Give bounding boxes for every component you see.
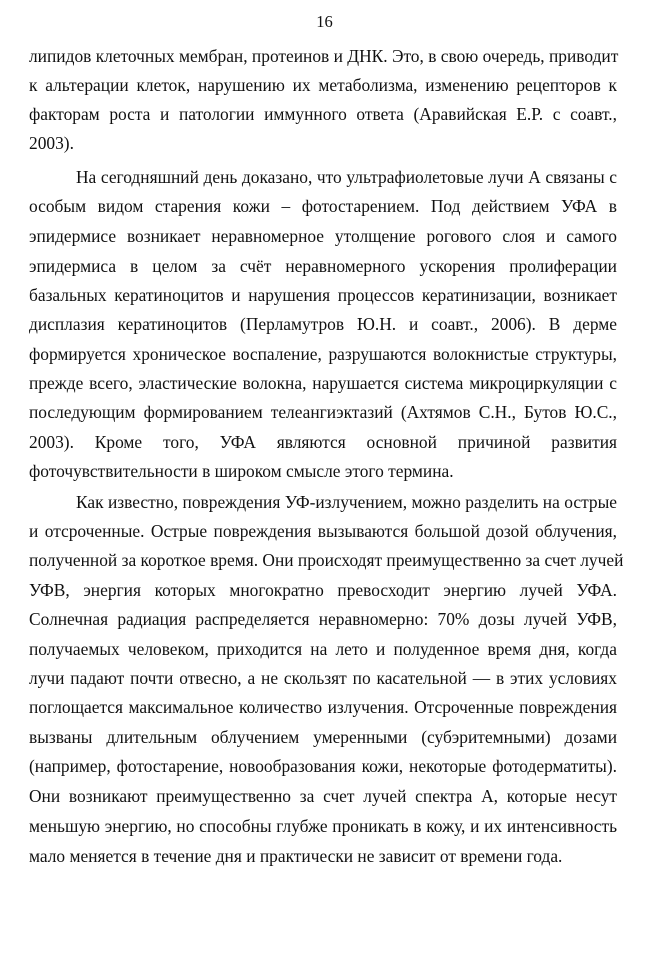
paragraph-1-line: липидов клеточных мембран, протеинов и ДНК. Это, в свою очередь, приводит [29,46,619,66]
paragraph-3-line: полученной за короткое время. Они происходят преимущественно за счет лучей [29,550,624,570]
paragraph-3-line: мало меняется в течение дня и практически не зависит от времени года. [29,846,563,866]
paragraph-3-line: УФВ, энергия которых многократно превосходит энергию лучей УФА. [29,580,617,600]
paragraph-2-line: фоточувствительности в широком смысле этого термина. [29,461,454,481]
paragraph-1-line: к альтерации клеток, нарушению их метаболизма, изменению рецепторов к [29,75,617,95]
paragraph-3-line: получаемых человеком, приходится на лето и полуденное время дня, когда [29,639,617,659]
paragraph-2-line: формируется хроническое воспаление, разрушаются волокнистые структуры, [29,344,617,364]
paragraph-3-line: Как известно, повреждения УФ-излучением, можно разделить на острые [76,492,617,512]
paragraph-2-line: особым видом старения кожи – фотостарением. Под действием УФА в [29,196,617,216]
paragraph-3-line: Солнечная радиация распределяется неравномерно: 70% дозы лучей УФВ, [29,609,617,629]
paragraph-2-line: эпидермиса в целом за счёт неравномерного ускорения пролиферации [29,256,617,276]
paragraph-1-line: 2003). [29,133,74,153]
paragraph-2-line: прежде всего, эластические волокна, нарушается система микроциркуляции с [29,373,617,393]
paragraph-2-line: На сегодняшний день доказано, что ультрафиолетовые лучи А связаны с [76,167,617,187]
paragraph-3-line: вызваны длительным облучением умеренными (субэритемными) дозами [29,727,617,747]
paragraph-3-line: поглощается максимальное количество излучения. Отсроченные повреждения [29,697,617,717]
page-number: 16 [316,12,333,31]
paragraph-2-line: эпидермисе возникает неравномерное утолщение рогового слоя и самого [29,226,617,246]
paragraph-2-line: 2003). Кроме того, УФА являются основной причиной развития [29,432,617,452]
paragraph-3-line: (например, фотостарение, новообразования кожи, некоторые фотодерматиты). [29,756,617,776]
paragraph-3-line: и отсроченные. Острые повреждения вызываются большой дозой облучения, [29,521,617,541]
paragraph-2-line: базальных кератиноцитов и нарушения процессов кератинизации, возникает [29,285,617,305]
paragraph-1-line: факторам роста и патологии иммунного ответа (Аравийская Е.Р. с соавт., [29,104,617,124]
paragraph-3-line: меньшую энергию, но способны глубже проникать в кожу, и их интенсивность [29,816,617,836]
paragraph-3-line: лучи падают почти отвесно, а не скользят по касательной — в этих условиях [29,668,617,688]
paragraph-2-line: последующим формированием телеангиэктазий (Ахтямов С.Н., Бутов Ю.С., [29,402,617,422]
paragraph-3-line: Они возникают преимущественно за счет лучей спектра А, которые несут [29,786,617,806]
paragraph-2-line: дисплазия кератиноцитов (Перламутров Ю.Н. и соавт., 2006). В дерме [29,314,617,334]
